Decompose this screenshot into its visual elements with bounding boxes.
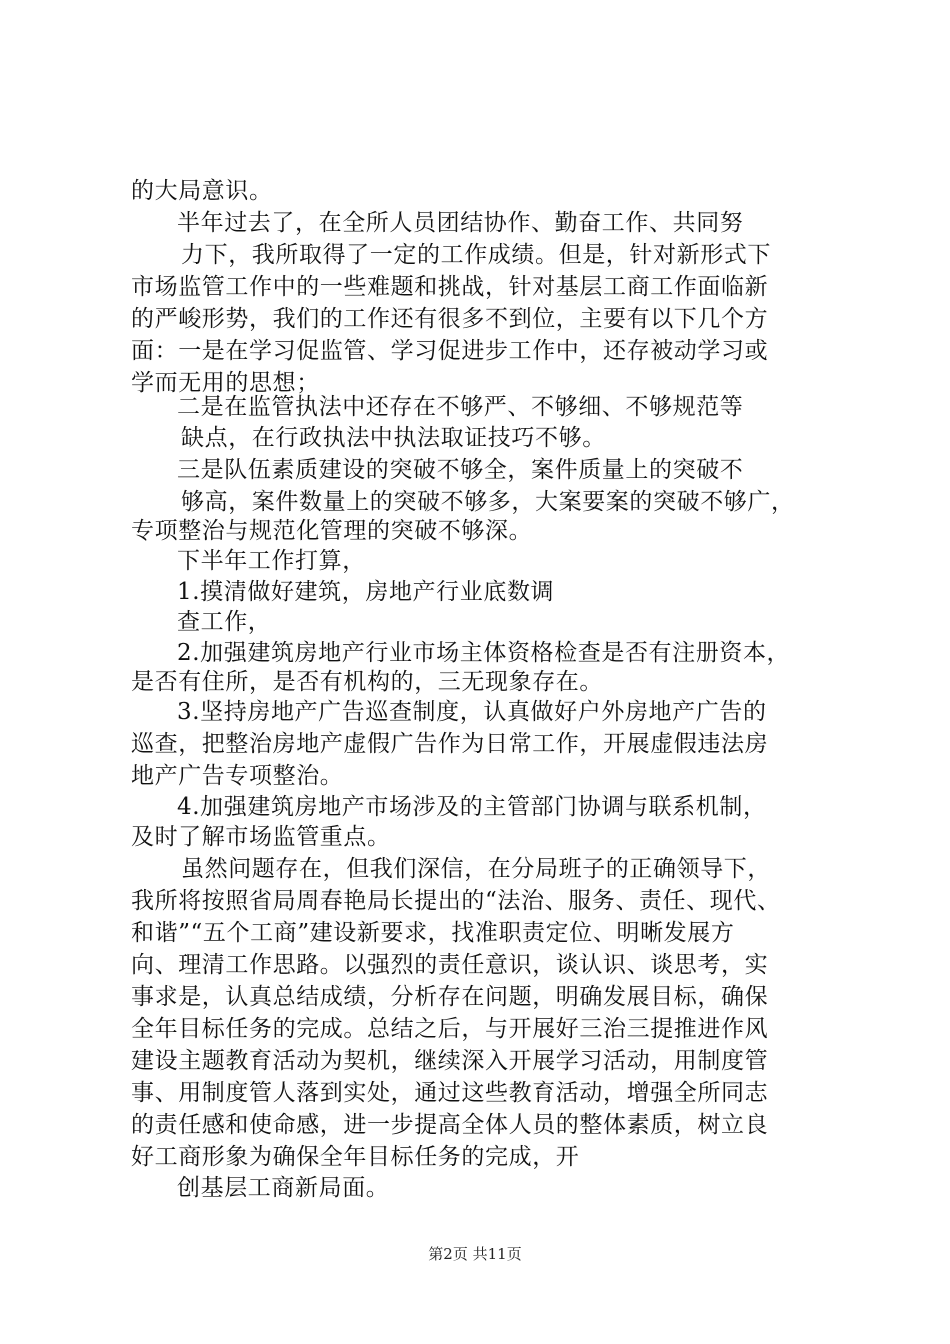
text-line: 查工作， [177,609,272,635]
text-line: 面：一是在学习促监管、学习促进步工作中，还存被动学习或 [131,338,769,364]
text-line: 市场监管工作中的一些难题和挑战，针对基层工商工作面临新 [131,274,769,300]
text-line: 2.加强建筑房地产行业市场主体资格检查是否有注册资本， [177,640,791,666]
text-line: 好工商形象为确保全年目标任务的完成，开 [131,1144,580,1170]
text-line: 半年过去了，在全所人员团结协作、勤奋工作、共同努 [177,210,744,236]
text-line: 建设主题教育活动为契机，继续深入开展学习活动，用制度管 [131,1048,769,1074]
text-line: 事、用制度管人落到实处，通过这些教育活动，增强全所同志 [131,1080,769,1106]
text-line: 是否有住所，是否有机构的，三无现象存在。 [131,669,603,695]
text-line: 缺点，在行政执法中执法取证技巧不够。 [181,425,606,451]
text-line: 下半年工作打算， [177,548,366,574]
text-line: 的大局意识。 [131,178,273,204]
text-line: 和谐”“五个工商”建设新要求，找准职责定位、明晰发展方 [131,920,735,946]
text-line: 专项整治与规范化管理的突破不够深。 [131,518,533,544]
text-line: 创基层工商新局面。 [177,1175,390,1201]
text-line: 向、理清工作思路。以强烈的责任意识，谈认识、谈思考，实 [131,952,769,978]
text-line: 全年目标任务的完成。总结之后，与开展好三治三提推进作风 [131,1016,769,1042]
text-line: 我所将按照省局周春艳局长提出的“法治、服务、责任、现代、 [131,888,781,914]
text-line: 虽然问题存在，但我们深信，在分局班子的正确领导下， [181,856,771,882]
text-line: 的责任感和使命感，进一步提高全体人员的整体素质，树立良 [131,1112,769,1138]
text-line: 够高，案件数量上的突破不够多，大案要案的突破不够广， [181,489,795,515]
text-line: 1.摸清做好建筑，房地产行业底数调 [177,579,555,605]
text-line: 巡查，把整治房地产虚假广告作为日常工作，开展虚假违法房 [131,731,769,757]
text-line: 3.坚持房地产广告巡查制度，认真做好户外房地产广告的 [177,699,767,725]
text-line: 力下，我所取得了一定的工作成绩。但是，针对新形式下 [181,242,771,268]
page-number-footer: 第2页 共11页 [428,1245,522,1263]
text-line: 及时了解市场监管重点。 [131,824,391,850]
text-line: 地产广告专项整治。 [131,763,344,789]
text-line: 事求是，认真总结成绩，分析存在问题，明确发展目标，确保 [131,984,769,1010]
text-line: 二是在监管执法中还存在不够严、不够细、不够规范等 [177,394,744,420]
text-line: 4.加强建筑房地产市场涉及的主管部门协调与联系机制， [177,794,767,820]
text-line: 学而无用的思想； [131,370,320,396]
text-line: 三是队伍素质建设的突破不够全，案件质量上的突破不 [177,457,744,483]
text-line: 的严峻形势，我们的工作还有很多不到位，主要有以下几个方 [131,306,769,332]
